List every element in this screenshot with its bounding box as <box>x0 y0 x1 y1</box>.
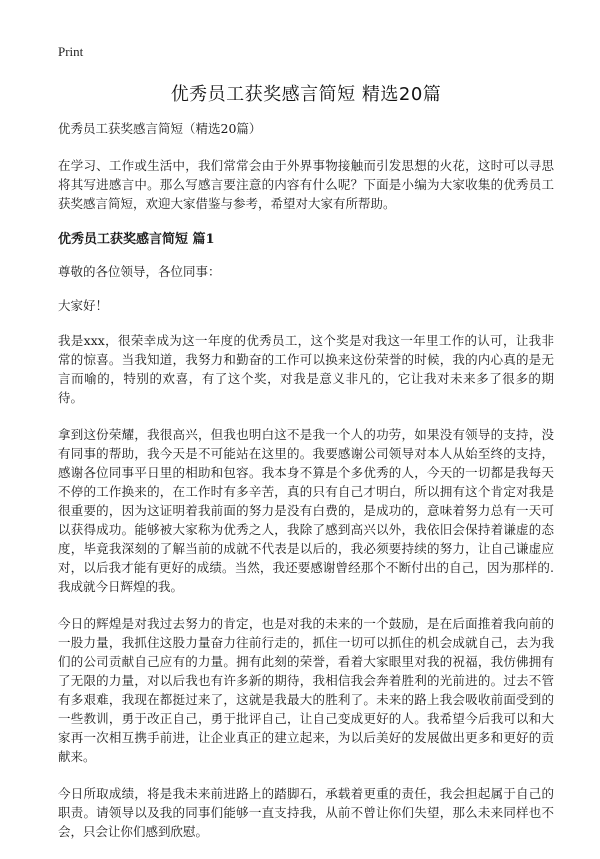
intro-paragraph: 在学习、工作或生活中，我们常常会由于外界事物接触而引发思想的火花，这时可以寻思将其写进感言中。那么写感言要注意的内容有什么呢？下面是小编为大家收集的优秀员工获奖感言简短，欢迎大家借鉴与参考，希望对大家有所帮助。 <box>58 158 554 211</box>
body-paragraph-4: 今日所取成绩，将是我未来前进路上的踏脚石，承载着更重的责任，我会担起属于自己的职责。请领导以及我的同事们能够一直支持我，从前不曾让你们失望，那么未来同样也不会，只会让你们感到欣慰。 <box>58 786 554 839</box>
print-link[interactable]: Print <box>58 44 84 59</box>
body-paragraph-1: 我是xxx，很荣幸成为这一年度的优秀员工，这个奖是对我这一年里工作的认可，让我非常的惊喜。当我知道，我努力和勤奋的工作可以换来这份荣誉的时候，我的内心真的是无言而喻的，特别的欢喜，有了这个奖，对我是意义非凡的，它让我对未来多了很多的期待。 <box>58 333 554 405</box>
hello-line: 大家好！ <box>58 298 109 313</box>
greeting-line: 尊敬的各位领导，各位同事： <box>58 264 221 279</box>
section-heading: 优秀员工获奖感言简短 篇1 <box>58 232 215 247</box>
body-paragraph-2: 拿到这份荣耀，我很高兴，但我也明白这不是我一个人的功劳，如果没有领导的支持，没有同事的帮助，我今天是不可能站在这里的。我要感谢公司领导对本人从始至终的支持，感谢各位同事平日里的相助和包容。我本身不算是个多优秀的人，今天的一切都是我每天不停的工作换来的，在工作时有多辛苦，真的只有自己才明白，所以拥有这个肯定对我是很重要的，因为这证明着我前面的努力是没有白费的，是成功的，意味着努力总有一天可以获得成功。能够被大家称为优秀之人，我除了感到高兴以外，我依旧会保持着谦虚的态度，毕竟我深刻的了解当前的成就不代表是以后的，我必须要持续的努力，让自己谦虚应对，以后我才能有更好的成绩。当然，我还要感谢曾经那个不断付出的自己，因为那样的.我成就今日辉煌的我。 <box>58 427 554 594</box>
document-subtitle: 优秀员工获奖感言简短（精选20篇） <box>58 121 262 136</box>
document-body <box>58 120 554 859</box>
body-paragraph-3: 今日的辉煌是对我过去努力的肯定，也是对我的未来的一个鼓励，是在后面推着我向前的一股力量，我抓住这股力量奋力往前行走的，抓住一切可以抓住的机会成就自己，去为我们的公司贡献自己应有的力量。拥有此刻的荣誉，看着大家眼里对我的祝福，我仿佛拥有了无限的力量，对以后我也有许多新的期待，我相信我会奔着胜利的光前进的。过去不管有多艰难，我现在都挺过来了，这就是我最大的胜利了。未来的路上我会吸收前面受到的一些教训，勇于改正自己，勇于批评自己，让自己变成更好的人。我希望今后我可以和大家再一次相互携手前进，让企业真正的建立起来，为以后美好的发展做出更多和更好的贡献来。 <box>58 616 554 764</box>
page-title: 优秀员工获奖感言简短 精选20篇 <box>170 84 442 105</box>
